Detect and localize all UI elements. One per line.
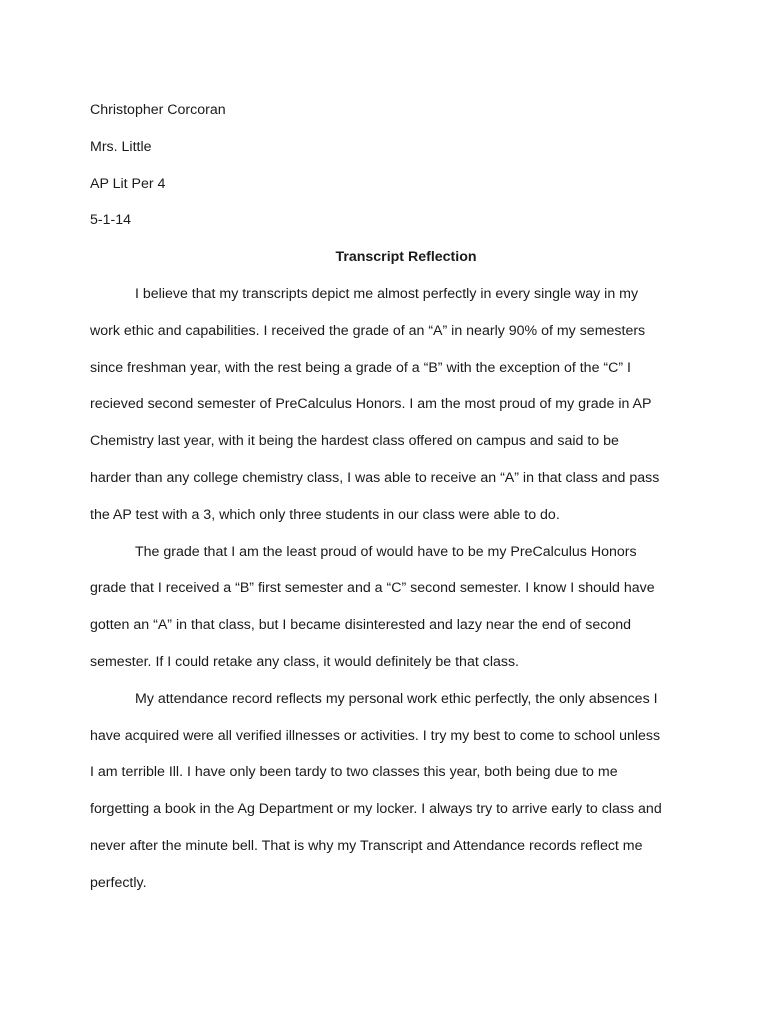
paragraph-line: The grade that I am the least proud of would have to be my PreCalculus Honors bbox=[135, 543, 637, 560]
paragraph-line: harder than any college chemistry class, I was able to receive an “A” in that class and pass bbox=[90, 469, 660, 486]
paragraph-line: My attendance record reflects my personal work ethic perfectly, the only absences I bbox=[135, 690, 658, 707]
paragraph-line: I am terrible Ill. I have only been tardy to two classes this year, both being due to me bbox=[90, 764, 618, 781]
paragraph-transcript bbox=[90, 276, 710, 534]
paragraph-line: recieved second semester of PreCalculus Honors. I am the most proud of my grade in AP bbox=[90, 396, 652, 413]
paragraph-line: grade that I received a “B” first semester and a “C” second semester. I know I should have bbox=[90, 580, 655, 597]
document-title: Transcript Reflection bbox=[335, 249, 477, 266]
paragraph-line: work ethic and capabilities. I received the grade of an “A” in nearly 90% of my semesters bbox=[90, 322, 646, 339]
paragraph-line: Chemistry last year, with it being the hardest class offered on campus and said to be bbox=[90, 433, 619, 450]
teacher-name: Mrs. Little bbox=[90, 138, 152, 155]
paragraph-line: perfectly. bbox=[90, 874, 147, 891]
paragraph-line: never after the minute bell. That is why my Transcript and Attendance records reflect me bbox=[90, 837, 643, 854]
paragraph-line: the AP test with a 3, which only three students in our class were able to do. bbox=[90, 506, 560, 523]
author-name: Christopher Corcoran bbox=[90, 102, 226, 118]
paragraph-attendance bbox=[90, 681, 710, 902]
document-body bbox=[90, 92, 710, 902]
paragraph-line: forgetting a book in the Ag Department or my locker. I always try to arrive early to class and bbox=[90, 801, 662, 818]
paragraph-line: I believe that my transcripts depict me almost perfectly in every single way in my bbox=[135, 285, 639, 302]
paragraph-line: gotten an “A” in that class, but I became disinterested and lazy near the end of second bbox=[90, 617, 632, 634]
paragraph-line: since freshman year, with the rest being a grade of a “B” with the exception of the “C” I bbox=[90, 359, 631, 376]
course-name: AP Lit Per 4 bbox=[90, 175, 166, 192]
paragraph-line: have acquired were all verified illnesses or activities. I try my best to come to school unless bbox=[90, 727, 661, 744]
document-date: 5-1-14 bbox=[90, 212, 132, 229]
paragraph-least-proud bbox=[90, 534, 710, 681]
paragraph-line: semester. If I could retake any class, it would definitely be that class. bbox=[90, 653, 519, 670]
